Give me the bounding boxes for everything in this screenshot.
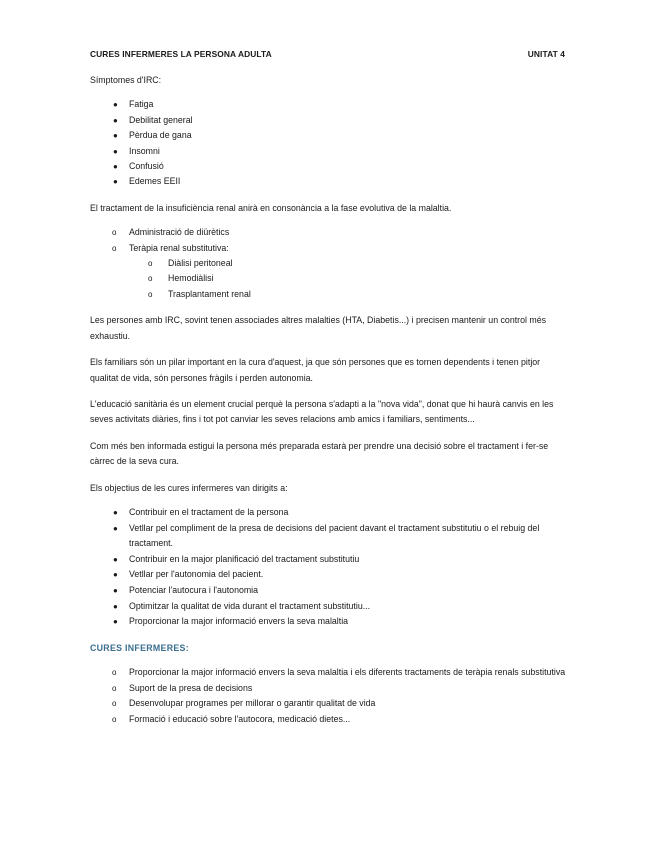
list-item: ● Optimitzar la qualitat de vida durant el tractament substitutiu...: [90, 599, 566, 615]
circle-bullet-icon: o: [148, 274, 153, 284]
list-item: o Teràpia renal substitutiva:: [90, 241, 566, 256]
circle-bullet-icon: o: [112, 714, 117, 724]
care-list: [90, 665, 566, 727]
header-title: CURES INFERMERES LA PERSONA ADULTA: [90, 49, 272, 59]
bullet-icon: ●: [113, 570, 118, 580]
document-body: [90, 73, 566, 727]
list-item: o Suport de la presa de decisions: [90, 681, 566, 697]
bullet-icon: ●: [113, 617, 118, 627]
circle-bullet-icon: o: [112, 699, 117, 709]
circle-bullet-icon: o: [112, 228, 117, 238]
paragraph-comorbidities: Les persones amb IRC, sovint tenen associades altres malalties (HTA, Diabetis...) i precisen mantenir un control més exhaustiu.: [90, 315, 547, 341]
bullet-icon: ●: [113, 523, 118, 533]
page-header: [90, 49, 565, 59]
list-item: ● Pèrdua de gana: [90, 128, 566, 143]
list-item: ● Proporcionar la major informació envers la seva malaltia: [90, 614, 566, 630]
list-item: ● Insomni: [90, 144, 566, 159]
list-item: o Proporcionar la major informació envers la seva malaltia i els diferents tractaments de teràpia renals substitutiva: [90, 665, 566, 681]
list-item: ● Contribuir en la major planificació del tractament substitutiu: [90, 552, 566, 568]
bullet-icon: ●: [113, 146, 118, 156]
sub-list-item: o Hemodiàlisi: [90, 271, 566, 286]
bullet-icon: ●: [113, 554, 118, 564]
sub-list-item: o Trasplantament renal: [90, 287, 566, 302]
header-unit: UNITAT 4: [527, 49, 565, 59]
bullet-icon: ●: [113, 131, 118, 141]
circle-bullet-icon: o: [148, 259, 153, 269]
paragraph-information: Com més ben informada estigui la persona més preparada estarà per prendre una decisió sobre el tractament i fer-se càrrec de la seva cura.: [90, 440, 549, 467]
list-item: ● Fatiga: [90, 97, 566, 112]
circle-bullet-icon: o: [112, 668, 117, 678]
list-item: o Desenvolupar programes per millorar o garantir qualitat de vida: [90, 696, 566, 712]
paragraph-education: L'educació sanitària és un element crucial perquè la persona s'adapti a la "nova vida", donat que hi haurà canvis en les seves activitats diàries, fins i tot pot canviar les seves relacions amb amics i familiars, sentiments...: [90, 398, 554, 425]
circle-bullet-icon: o: [148, 289, 153, 299]
list-item: o Administració de diürètics: [90, 225, 566, 240]
symptoms-list: [90, 97, 566, 189]
bullet-icon: ●: [113, 585, 118, 595]
objectives-list: [90, 505, 566, 630]
bullet-icon: ●: [113, 100, 118, 110]
list-item: ● Edemes EEII: [90, 174, 566, 189]
list-item: ● Contribuir en el tractament de la persona: [90, 505, 566, 521]
list-item: ● Confusió: [90, 159, 566, 174]
treatment-list: [90, 225, 566, 302]
bullet-icon: ●: [113, 162, 118, 172]
list-item: ● Potenciar l'autocura i l'autonomia: [90, 583, 566, 599]
list-item: o Formació i educació sobre l'autocora, medicació dietes...: [90, 712, 566, 728]
paragraph-family: Els familiars són un pilar important en la cura d'aquest, ja que són persones que es tornen dependents i tenen pitjor qualitat de vida, són persones fràgils i perden autonomia.: [90, 357, 541, 383]
treatment-intro: El tractament de la insuficiència renal anirà en consonància a la fase evolutiva de la malaltia.: [90, 202, 452, 213]
care-section-title: CURES INFERMERES:: [90, 642, 189, 653]
list-item: ● Debilitat general: [90, 113, 566, 128]
circle-bullet-icon: o: [112, 683, 117, 693]
list-item: ● Vetllar per l'autonomia del pacient.: [90, 567, 566, 583]
bullet-icon: ●: [113, 115, 118, 125]
bullet-icon: ●: [113, 177, 118, 187]
bullet-icon: ●: [113, 507, 118, 517]
objectives-intro: Els objectius de les cures infermeres van dirigits a:: [90, 482, 288, 493]
circle-bullet-icon: o: [112, 243, 117, 253]
symptoms-title: Símptomes d'IRC:: [90, 75, 162, 85]
sub-list-item: o Diàlisi peritoneal: [90, 256, 566, 271]
list-item: ● Vetllar pel compliment de la presa de decisions del pacient davant el tractament substitutiu o el rebuig del tractament.: [113, 522, 540, 549]
bullet-icon: ●: [113, 601, 118, 611]
